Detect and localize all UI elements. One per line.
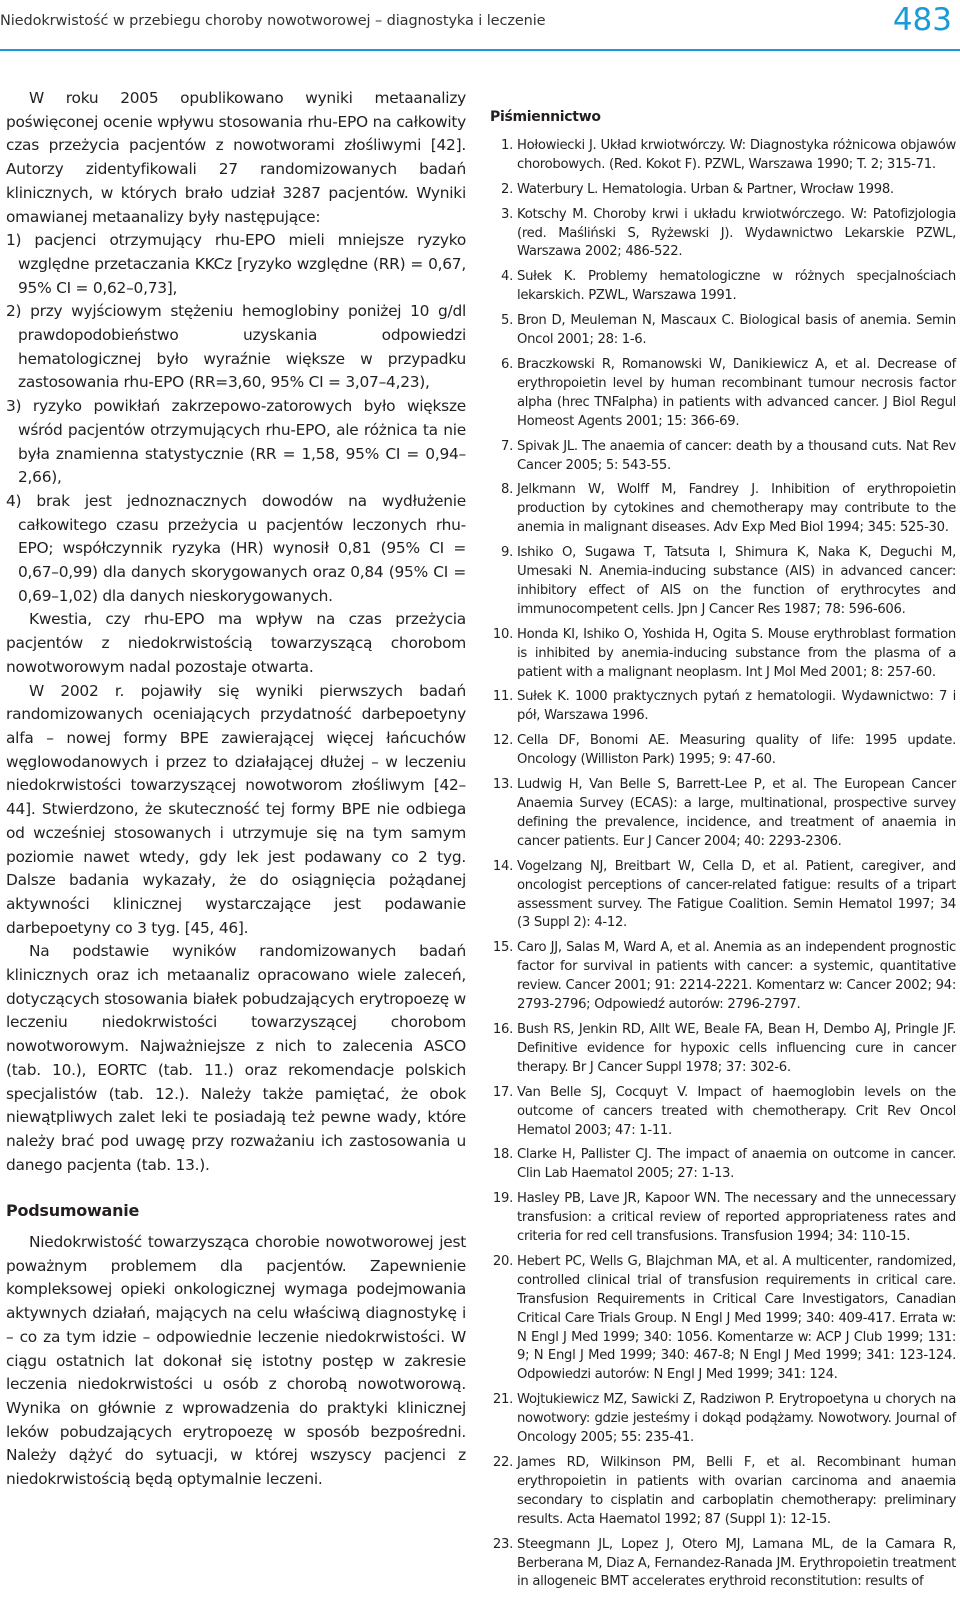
reference-text: James RD, Wilkinson PM, Belli F, et al. Recombinant human erythropoietin in patients with ovarian carcinoma and anaemia secondary to cisplatin and carboplatin chemotherapy: preliminary results. Acta Haematol 1992; 87 (Suppl 1): 12-15.	[517, 1455, 956, 1527]
reference-item	[492, 732, 956, 770]
reference-number: 12.	[492, 733, 513, 749]
reference-item	[492, 688, 956, 726]
reference-text: Hebert PC, Wells G, Blajchman MA, et al. A multicenter, randomized, controlled clinical trial of transfusion requirements in critical care. Transfusion Requirements in Critical Care Investigators, Canadian Critical Care Trials Group. N Engl J Med 1999; 340: 409-417. Errata w: N Engl J Med 1999; 340: 1056. Komentarze w: ACP J Club 1999; 131: 9; N Engl J Med 1999; 340: 467-8; N Engl J Med 1999; 341: 123-124. Odpowiedzi autorów: N Engl J Med 1999; 341: 124.	[517, 1253, 956, 1383]
paragraph-darbepoetin: W 2002 r. pojawiły się wyniki pierwszych badań randomizowanych oceniających przydatność darbepoetyny alfa – nowej formy BPE zawierającej więcej łańcuchów węglowodanowych i przez to działającej dłużej – w leczeniu niedokrwistości towarzyszącej nowotworom złośliwym [42–44]. Stwierdzono, że skuteczność tej formy BPE nie odbiega od wcześniej stosowanych i utrzymuje się na tym samym poziomie nawet wtedy, gdy lek jest podawany co 2 tyg. Dalsze badania wykazały, że do osiągnięcia pożądanej aktywności klinicznej wystarczające jest podawanie darbepoetyny co 3 tyg. [45, 46].	[6, 681, 466, 937]
reference-item	[497, 481, 956, 538]
reference-number: 8.	[501, 482, 513, 498]
reference-item	[492, 1190, 956, 1247]
reference-number: 7.	[501, 438, 513, 454]
reference-item	[492, 1084, 956, 1141]
reference-number: 4.	[501, 269, 513, 285]
reference-number: 3.	[501, 206, 513, 222]
reference-text: Cella DF, Bonomi AE. Measuring quality of life: 1995 update. Oncology (Williston Park) 1995; 9: 47-60.	[517, 733, 956, 768]
reference-text: Sułek K. Problemy hematologiczne w różnych specjalnościach lekarskich. PZWL, Warszawa 1991.	[517, 269, 956, 304]
reference-text: Spivak JL. The anaemia of cancer: death by a thousand cuts. Nat Rev Cancer 2005; 5: 543-55.	[517, 438, 956, 473]
reference-number: 18.	[492, 1147, 513, 1163]
finding-4: 4) brak jest jednoznacznych dowodów na wydłużenie całkowitego czasu przeżycia u pacjentów leczonych rhu-EPO; współczynnik ryzyka (HR) wynosił 0,81 (95% CI = 0,67–0,99) dla danych skorygowanych oraz 0,84 (95% CI = 0,69–1,02) dla danych nieskorygowanych.	[6, 491, 466, 605]
reference-number: 16.	[492, 1021, 513, 1037]
references-heading: Piśmiennictwo	[490, 109, 601, 125]
reference-text: Ludwig H, Van Belle S, Barrett-Lee P, et al. The European Cancer Anaemia Survey (ECAS): a large, multinational, prospective survey defining the prevalence, incidence, and treatment of anaemia in cancer patients. Eur J Cancer 2004; 40: 2293-2306.	[517, 777, 956, 849]
reference-item	[492, 1391, 956, 1448]
reference-text: Braczkowski R, Romanowski W, Danikiewicz A, et al. Decrease of erythropoietin level by human recombinant tumour necrosis factor alpha (hrec TNFalpha) in patients with advanced cancer. J Biol Regul Homeost Agents 2001; 15: 366-69.	[517, 356, 956, 429]
reference-text: Van Belle SJ, Cocquyt V. Impact of haemoglobin levels on the outcome of cancers treated with chemotherapy. Crit Rev Oncol Hematol 2003; 47: 1-11.	[517, 1084, 956, 1138]
reference-number: 19.	[492, 1191, 513, 1207]
reference-number: 23.	[492, 1536, 513, 1552]
reference-number: 13.	[492, 777, 513, 793]
reference-item	[492, 626, 956, 683]
reference-text: Kotschy M. Choroby krwi i układu krwiotwórczego. W: Patofizjologia (red. Maśliński S, Ryżewski J). Wydawnictwo Lekarskie PZWL, Warszawa 2002; 486-522.	[517, 206, 956, 260]
header-rule	[0, 49, 960, 51]
summary-paragraph: Niedokrwistość towarzysząca chorobie nowotworowej jest poważnym problemem dla pacjentów. Zapewnienie kompleksowej opieki onkologicznej wymaga podejmowania aktywnych działań, mających na celu właściwą diagnostykę i – co za tym idzie – odpowiednie leczenie niedokrwistości. W ciągu ostatnich lat dokonał się istotny postęp w zakresie leczenia niedokrwistości u osób z chorobą nowotworową. Wynika on głównie z wprowadzenia do praktyki klinicznej leków pobudzających erytropoezę w sposób bezpośredni. Należy dążyć do sytuacji, w której wszyscy pacjenci z niedokrwistością będą optymalnie leczeni.	[6, 1233, 466, 1489]
reference-item	[497, 544, 956, 620]
reference-item	[497, 181, 956, 200]
reference-number: 22.	[492, 1455, 513, 1470]
reference-item	[497, 268, 956, 306]
reference-text: Hasley PB, Lave JR, Kapoor WN. The necessary and the unnecessary transfusion: a critical review of reported appropriateness rates and criteria for red cell transfusions. Transfusion 1994; 34: 110-15.	[517, 1191, 956, 1245]
reference-number: 9.	[501, 545, 513, 561]
reference-number: 5.	[501, 313, 513, 329]
reference-text: Caro JJ, Salas M, Ward A, et al. Anemia as an independent prognostic factor for survival in patients with cancer: a systemic, quantitative review. Cancer 2001; 91: 2214-2221. Komentarz w: Cancer 2002; 94: 2793-2796; Odpowiedź autorów: 2796-2797.	[517, 940, 956, 1013]
reference-text: Jelkmann W, Wolff M, Fandrey J. Inhibition of erythropoietin production by cytokines and chemotherapy may contribute to the anemia in malignant diseases. Adv Exp Med Biol 1994; 345: 525-30.	[517, 482, 956, 536]
reference-text: Bron D, Meuleman N, Mascaux C. Biological basis of anemia. Semin Oncol 2001; 28: 1-6.	[517, 313, 956, 348]
reference-item	[492, 858, 956, 934]
reference-item	[492, 776, 956, 852]
reference-item	[492, 939, 956, 1015]
running-header	[0, 0, 960, 50]
reference-number: 2.	[501, 181, 513, 197]
reference-text: Clarke H, Pallister CJ. The impact of anaemia on outcome in cancer. Clin Lab Haematol 2005; 27: 1-13.	[517, 1147, 956, 1182]
finding-3: 3) ryzyko powikłań zakrzepowo-zatorowych było większe wśród pacjentów otrzymujących rhu-EPO, ale różnica ta nie była znamienna statystycznie (RR = 1,58, 95% CI = 0,94–2,66),	[6, 397, 466, 487]
reference-text: Sułek K. 1000 praktycznych pytań z hematologii. Wydawnictwo: 7 i pół, Warszawa 1996.	[517, 689, 956, 724]
reference-text: Honda KI, Ishiko O, Yoshida H, Ogita S. Mouse erythroblast formation is inhibited by anemia-inducing substance from the plasma of a patient with a malignant neoplasm. Int J Mol Med 2001; 8: 257-60.	[517, 626, 956, 680]
reference-text: Waterbury L. Hematologia. Urban & Partner, Wrocław 1998.	[517, 181, 894, 197]
reference-number: 17.	[492, 1084, 513, 1100]
reference-list	[492, 137, 956, 1592]
reference-number: 15.	[492, 940, 513, 956]
finding-1: 1) pacjenci otrzymujący rhu-EPO mieli mniejsze ryzyko względne przetaczania KKCz [ryzyko względne (RR) = 0,67, 95% CI = 0,62–0,73],	[6, 231, 466, 297]
reference-text: Hołowiecki J. Układ krwiotwórczy. W: Diagnostyka różnicowa objawów chorobowych. (Red. Kokot F). PZWL, Warszawa 1990; T. 2; 315-71.	[517, 137, 956, 172]
reference-number: 20.	[492, 1253, 513, 1269]
main-text-column	[6, 87, 466, 1492]
finding-2: 2) przy wyjściowym stężeniu hemoglobiny poniżej 10 g/dl prawdopodobieństwo uzyskania odpowiedzi hematologicznej było wyraźnie większe w przypadku zastosowania rhu-EPO (RR=3,60, 95% CI = 3,07–4,23),	[6, 302, 466, 392]
reference-number: 1.	[501, 137, 513, 153]
summary-heading: Podsumowanie	[6, 1201, 140, 1221]
reference-text: Steegmann JL, Lopez J, Otero MJ, Lamana ML, de la Camara R, Berberana M, Diaz A, Fernandez-Ranada JM. Erythropoietin treatment in allogeneic BMT accelerates erythroid reconstitution: results of	[517, 1536, 956, 1590]
reference-item	[497, 206, 956, 263]
paragraph-metaanalysis: W roku 2005 opublikowano wyniki metaanalizy poświęconej ocenie wpływu stosowania rhu-EPO na całkowity czas przeżycia pacjentów z nowotworami złośliwymi [42]. Autorzy zidentyfikowali 27 randomizowanych badań klinicznych, w których brało udział 3287 pacjentów. Wyniki omawianej metaanalizy były następujące:	[6, 89, 466, 226]
reference-number: 6.	[501, 356, 513, 372]
paragraph-guidelines: Na podstawie wyników randomizowanych badań klinicznych oraz ich metaanaliz opracowano wiele zaleceń, dotyczących stosowania białek pobudzających erytropoezę w leczeniu niedokrwistości towarzyszącej chorobom nowotworowym. Najważniejsze z nich to zalecenia ASCO (tab. 10.), EORTC (tab. 11.) oraz rekomendacje polskich specjalistów (tab. 12.). Należy także pamiętać, że obok niewątpliwych zalet leki te posiadają też pewne wady, które należy brać pod uwagę przy rozważaniu ich zastosowania u danego pacjenta (tab. 13.).	[6, 942, 466, 1174]
reference-number: 11.	[492, 689, 513, 705]
reference-item	[492, 1454, 956, 1530]
reference-number: 14.	[492, 858, 513, 874]
reference-text: Ishiko O, Sugawa T, Tatsuta I, Shimura K, Naka K, Deguchi M, Umesaki N. Anemia-inducing substance (AIS) in advanced cancer: inhibitory effect of AIS on the function of erythrocytes and immunocompetent cells. Jpn J Cancer Res 1987; 78: 596-606.	[517, 545, 956, 617]
page-number: 483	[892, 2, 952, 38]
reference-item	[497, 312, 956, 350]
reference-number: 10.	[492, 626, 513, 642]
references-column	[490, 108, 956, 1598]
reference-number: 21.	[492, 1392, 513, 1408]
reference-item	[497, 438, 956, 476]
running-title: Niedokrwistość w przebiegu choroby nowotworowej – diagnostyka i leczenie	[0, 13, 546, 29]
reference-item	[492, 1536, 956, 1593]
reference-text: Vogelzang NJ, Breitbart W, Cella D, et al. Patient, caregiver, and oncologist perceptions of cancer-related fatigue: results of a tripart assessment survey. The Fatigue Coalition. Semin Hematol 1997; 34 (3 Suppl 2): 4-12.	[517, 858, 956, 931]
reference-text: Bush RS, Jenkin RD, Allt WE, Beale FA, Bean H, Dembo AJ, Pringle JF. Definitive evidence for hypoxic cells influencing cure in cancer therapy. Br J Cancer Suppl 1978; 37: 302-6.	[517, 1021, 956, 1075]
reference-item	[492, 1021, 956, 1078]
reference-item	[492, 1253, 956, 1385]
reference-text: Wojtukiewicz MZ, Sawicki Z, Radziwon P. Erytropoetyna u chorych na nowotwory: gdzie jesteśmy i dokąd podążamy. Nowotwory. Journal of Oncology 2005; 55: 235-41.	[517, 1392, 956, 1446]
reference-item	[497, 356, 956, 432]
reference-item	[497, 137, 956, 175]
paragraph-open-question: Kwestia, czy rhu-EPO ma wpływ na czas przeżycia pacjentów z niedokrwistością towarzyszącą chorobom nowotworowym nadal pozostaje otwarta.	[6, 610, 466, 676]
reference-item	[492, 1146, 956, 1184]
